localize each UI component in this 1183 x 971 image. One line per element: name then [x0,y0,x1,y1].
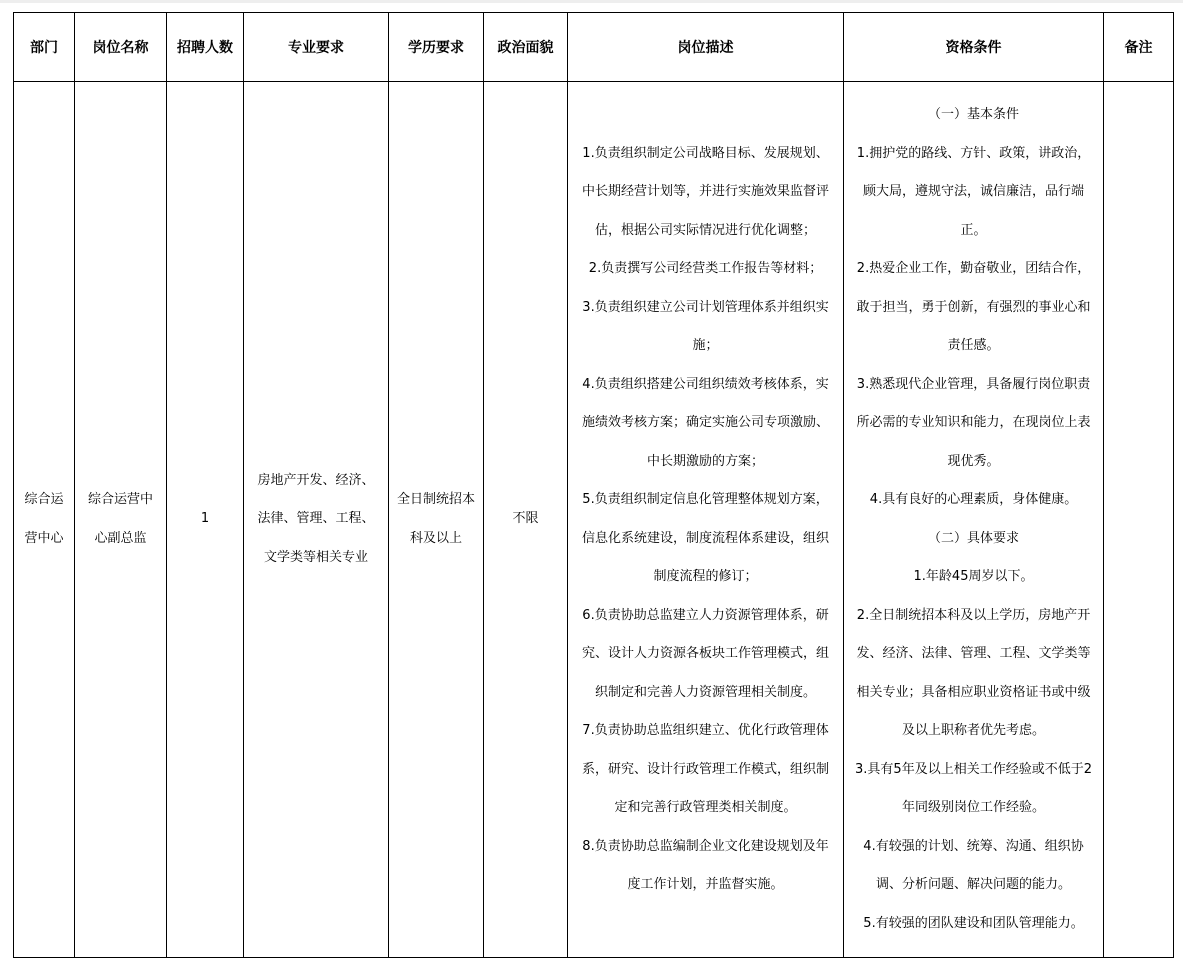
qualification-item: 3.具有5年及以上相关工作经验或不低于2年同级别岗位工作经验。 [855,761,1092,815]
header-major: 专业要求 [244,13,389,82]
cell-education: 全日制统招本科及以上 [389,82,484,958]
qualification-section-heading: （一）基本条件 [927,107,1019,122]
header-education: 学历要求 [389,13,484,82]
qualification-section-heading: （二）具体要求 [927,530,1019,546]
qualification-item: 3.熟悉现代企业管理，具备履行岗位职责所必需的专业知识和能力，在现岗位上表现优秀。 [856,376,1091,469]
cell-position: 综合运营中心副总监 [75,82,167,958]
job-recruitment-table [13,12,1174,958]
qualification-item: 4.具有良好的心理素质，身体健康。 [869,492,1078,507]
header-headcount: 招聘人数 [167,13,244,82]
description-item: 4.负责组织搭建公司组织绩效考核体系，实施绩效考核方案；确定实施公司专项激励、中长期激励的方案； [581,376,829,469]
cell-qualifications [844,82,1104,958]
header-department: 部门 [14,13,75,82]
header-row [14,13,1174,82]
cell-department: 综合运营中心 [14,82,75,958]
header-qualifications: 资格条件 [844,13,1104,82]
cell-description [568,82,844,958]
cell-headcount: 1 [167,82,244,958]
qualification-item: 1.年龄45周岁以下。 [913,569,1034,584]
top-band [0,0,1183,3]
qualification-item: 4.有较强的计划、统筹、沟通、组织协调、分析问题、解决问题的能力。 [863,838,1084,892]
cell-remarks [1104,82,1174,958]
description-item: 5.负责组织制定信息化管理整体规划方案，信息化系统建设，制度流程体系建设，组织制度流程的修订； [581,492,829,584]
qualification-item: 2.全日制统招本科及以上学历，房地产开发、经济、法律、管理、工程、文学类等相关专业；具备相应职业资格证书或中级及以上职称者优先考虑。 [856,607,1091,738]
table-row [14,82,1174,958]
description-item: 2.负责撰写公司经营类工作报告等材料； [588,261,823,276]
description-item: 7.负责协助总监组织建立、优化行政管理体系，研究、设计行政管理工作模式，组织制定和完善行政管理类相关制度。 [581,723,829,815]
header-position: 岗位名称 [75,13,167,82]
description-item: 1.负责组织制定公司战略目标、发展规划、中长期经营计划等，并进行实施效果监督评估，根据公司实际情况进行优化调整； [581,145,829,238]
cell-political-status: 不限 [484,82,568,958]
description-item: 8.负责协助总监编制企业文化建设规划及年度工作计划，并监督实施。 [582,838,829,892]
description-item: 3.负责组织建立公司计划管理体系并组织实施； [582,299,829,353]
cell-major: 房地产开发、经济、法律、管理、工程、文学类等相关专业 [244,82,389,958]
header-political-status: 政治面貌 [484,13,568,82]
header-description: 岗位描述 [568,13,844,82]
description-item: 6.负责协助总监建立人力资源管理体系，研究、设计人力资源各板块工作管理模式，组织制定和完善人力资源管理相关制度。 [581,607,829,700]
qualification-item: 2.热爱企业工作，勤奋敬业，团结合作，敢于担当，勇于创新，有强烈的事业心和责任感。 [856,261,1091,353]
qualification-item: 1.拥护党的路线、方针、政策，讲政治，顾大局，遵规守法，诚信廉洁，品行端正。 [856,145,1091,238]
qualification-item: 5.有较强的团队建设和团队管理能力。 [863,915,1084,931]
header-remarks: 备注 [1104,13,1174,82]
